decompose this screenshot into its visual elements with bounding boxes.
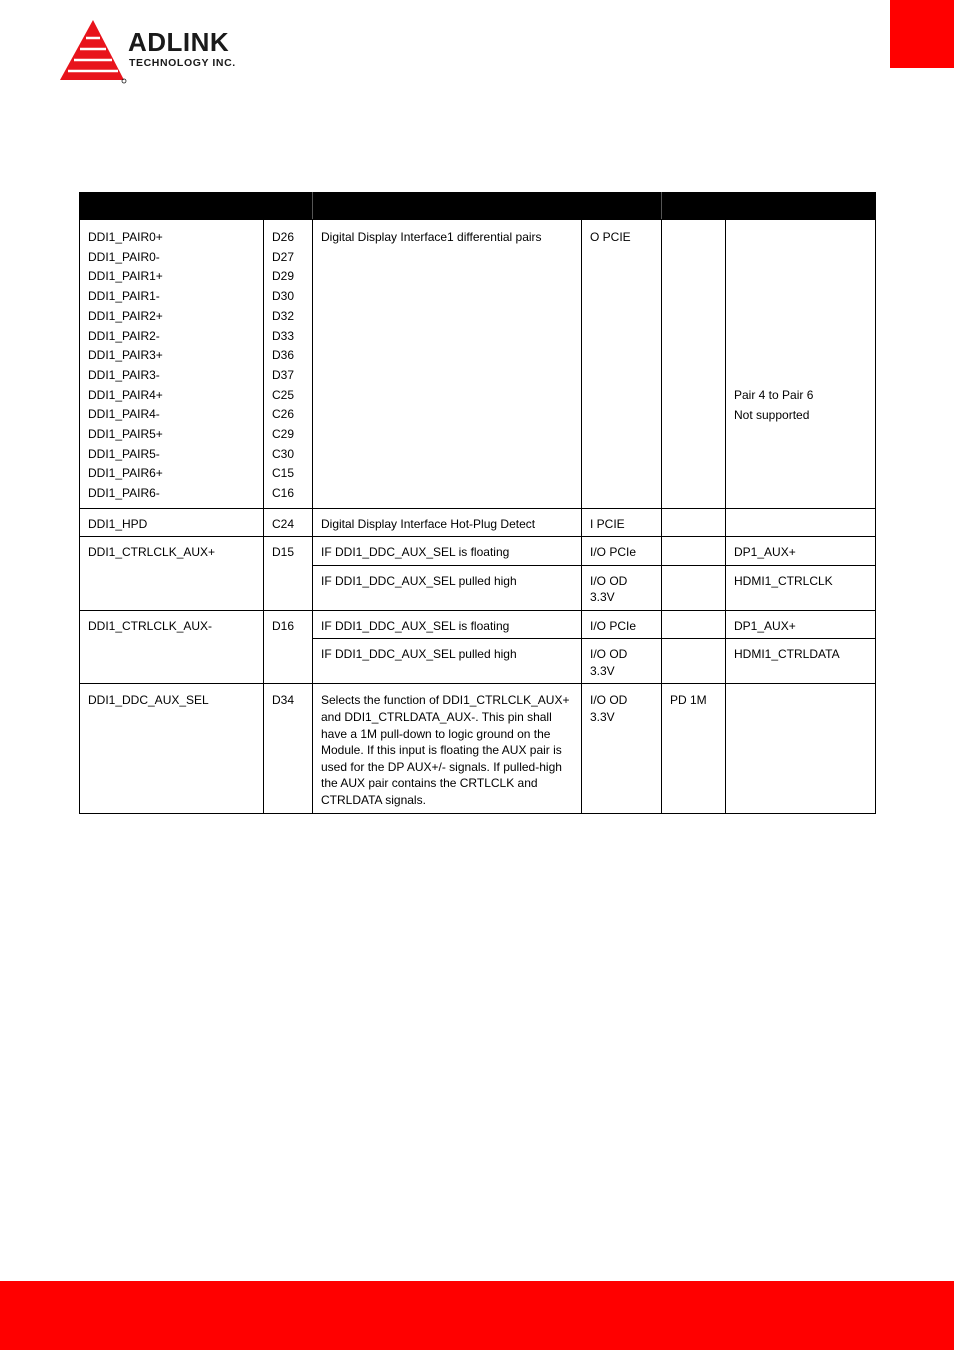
pin-number: D36: [272, 348, 295, 363]
comment-cell: [726, 508, 876, 537]
signal-cell: DDI1_HPD: [80, 508, 264, 537]
description-cell: IF DDI1_DDC_AUX_SEL is floating: [313, 610, 582, 639]
pin-number: D26: [272, 230, 295, 244]
signal-cell: DDI1_CTRLCLK_AUX+: [80, 537, 264, 611]
signal-name: DDI1_PAIR4-: [88, 407, 160, 422]
signal-table: [79, 192, 876, 814]
pin-number: D29: [272, 269, 295, 284]
pin-number: D33: [272, 328, 295, 343]
comment-cell: [726, 220, 876, 509]
pin-number: C15: [272, 466, 295, 481]
comment-line: Not supported: [734, 407, 810, 422]
pu-pd-cell: [662, 220, 726, 509]
pin-cell: C24: [264, 508, 313, 537]
table-row: [80, 220, 876, 509]
description-cell: [313, 684, 582, 813]
pu-pd-cell: [662, 537, 726, 566]
signal-name: DDI1_PAIR0+: [88, 230, 163, 244]
header-cell-io: [582, 193, 662, 220]
description-cell: IF DDI1_DDC_AUX_SEL pulled high: [313, 639, 582, 684]
signal-name: DDI1_PAIR1+: [88, 269, 163, 284]
pin-number: C25: [272, 387, 295, 402]
page-corner-tab: [890, 0, 954, 68]
pin-number: D27: [272, 249, 295, 264]
io-type-cell: O PCIE: [582, 220, 662, 509]
pin-number: D32: [272, 308, 295, 323]
signal-name: DDI1_PAIR1-: [88, 289, 160, 304]
pu-pd-cell: [662, 639, 726, 684]
footer-bar: [0, 1281, 954, 1350]
comment-cell: DP1_AUX+: [726, 537, 876, 566]
comment-line: Pair 4 to Pair 6: [734, 388, 814, 402]
signal-name: DDI1_PAIR5+: [88, 427, 163, 442]
description-cell: Digital Display Interface1 differential pairs: [313, 220, 582, 509]
table-row: [80, 508, 876, 537]
adlink-logo: [56, 18, 271, 86]
pin-cell: D15: [264, 537, 313, 611]
io-type-cell: I/O OD 3.3V: [582, 684, 662, 813]
description-cell: IF DDI1_DDC_AUX_SEL is floating: [313, 537, 582, 566]
table-header-row: [80, 193, 876, 220]
comment-cell: [726, 684, 876, 813]
pin-number: D30: [272, 289, 295, 304]
header-cell-pu-pd: [662, 193, 726, 220]
description-line: CTRLDATA signals.: [321, 792, 426, 807]
comment-cell: HDMI1_CTRLCLK: [726, 565, 876, 610]
pin-number: C29: [272, 427, 295, 442]
pin-number: D37: [272, 367, 295, 382]
pu-pd-cell: PD 1M: [662, 684, 726, 813]
pin-number: C30: [272, 446, 295, 461]
pu-pd-cell: [662, 565, 726, 610]
signal-name: DDI1_PAIR2+: [88, 308, 163, 323]
description-line: the AUX pair contains the CRTLCLK and: [321, 776, 538, 791]
signal-cell: DDI1_CTRLCLK_AUX-: [80, 610, 264, 684]
table-row: [80, 684, 876, 813]
pin-cell: D16: [264, 610, 313, 684]
table-row: [80, 610, 876, 639]
description-line: have a 1M pull-down to logic ground on the: [321, 726, 551, 741]
comment-cell: HDMI1_CTRLDATA: [726, 639, 876, 684]
adlink-triangle-logo-icon: [56, 18, 128, 86]
header-cell-signal: [80, 193, 264, 220]
pin-list-cell: [264, 220, 313, 509]
signal-cell: DDI1_DDC_AUX_SEL: [80, 684, 264, 813]
pin-number: C26: [272, 407, 295, 422]
signal-name: DDI1_PAIR5-: [88, 446, 160, 461]
io-type-cell: I/O OD 3.3V: [582, 639, 662, 684]
pin-cell: D34: [264, 684, 313, 813]
signal-name: DDI1_PAIR4+: [88, 387, 163, 402]
description-cell: IF DDI1_DDC_AUX_SEL pulled high: [313, 565, 582, 610]
comment-cell: DP1_AUX+: [726, 610, 876, 639]
pu-pd-cell: [662, 610, 726, 639]
io-type-cell: I/O PCIe: [582, 537, 662, 566]
description-line: Selects the function of DDI1_CTRLCLK_AUX+: [321, 693, 570, 708]
signal-name: DDI1_PAIR3+: [88, 348, 163, 363]
logo-tagline: TECHNOLOGY INC.: [129, 57, 236, 69]
signal-list-cell: [80, 220, 264, 509]
io-type-cell: I/O OD 3.3V: [582, 565, 662, 610]
description-cell: Digital Display Interface Hot-Plug Detect: [313, 508, 582, 537]
logo-wordmark: ADLINK: [128, 27, 230, 57]
pin-number: C16: [272, 486, 295, 501]
header-cell-comment: [726, 193, 876, 220]
table-row: [80, 537, 876, 566]
signal-name: DDI1_PAIR2-: [88, 328, 160, 343]
io-type-cell: I PCIE: [582, 508, 662, 537]
signal-name: DDI1_PAIR3-: [88, 367, 160, 382]
signal-name: DDI1_PAIR0-: [88, 249, 160, 264]
description-line: and DDI1_CTRLDATA_AUX-. This pin shall: [321, 709, 552, 724]
header-cell-description: [313, 193, 582, 220]
signal-name: DDI1_PAIR6-: [88, 486, 160, 501]
pu-pd-cell: [662, 508, 726, 537]
header-cell-pin: [264, 193, 313, 220]
signal-name: DDI1_PAIR6+: [88, 466, 163, 481]
io-type-cell: I/O PCIe: [582, 610, 662, 639]
description-line: Module. If this input is floating the AUX pair is: [321, 743, 562, 758]
description-line: used for the DP AUX+/- signals. If pulled-high: [321, 759, 562, 774]
